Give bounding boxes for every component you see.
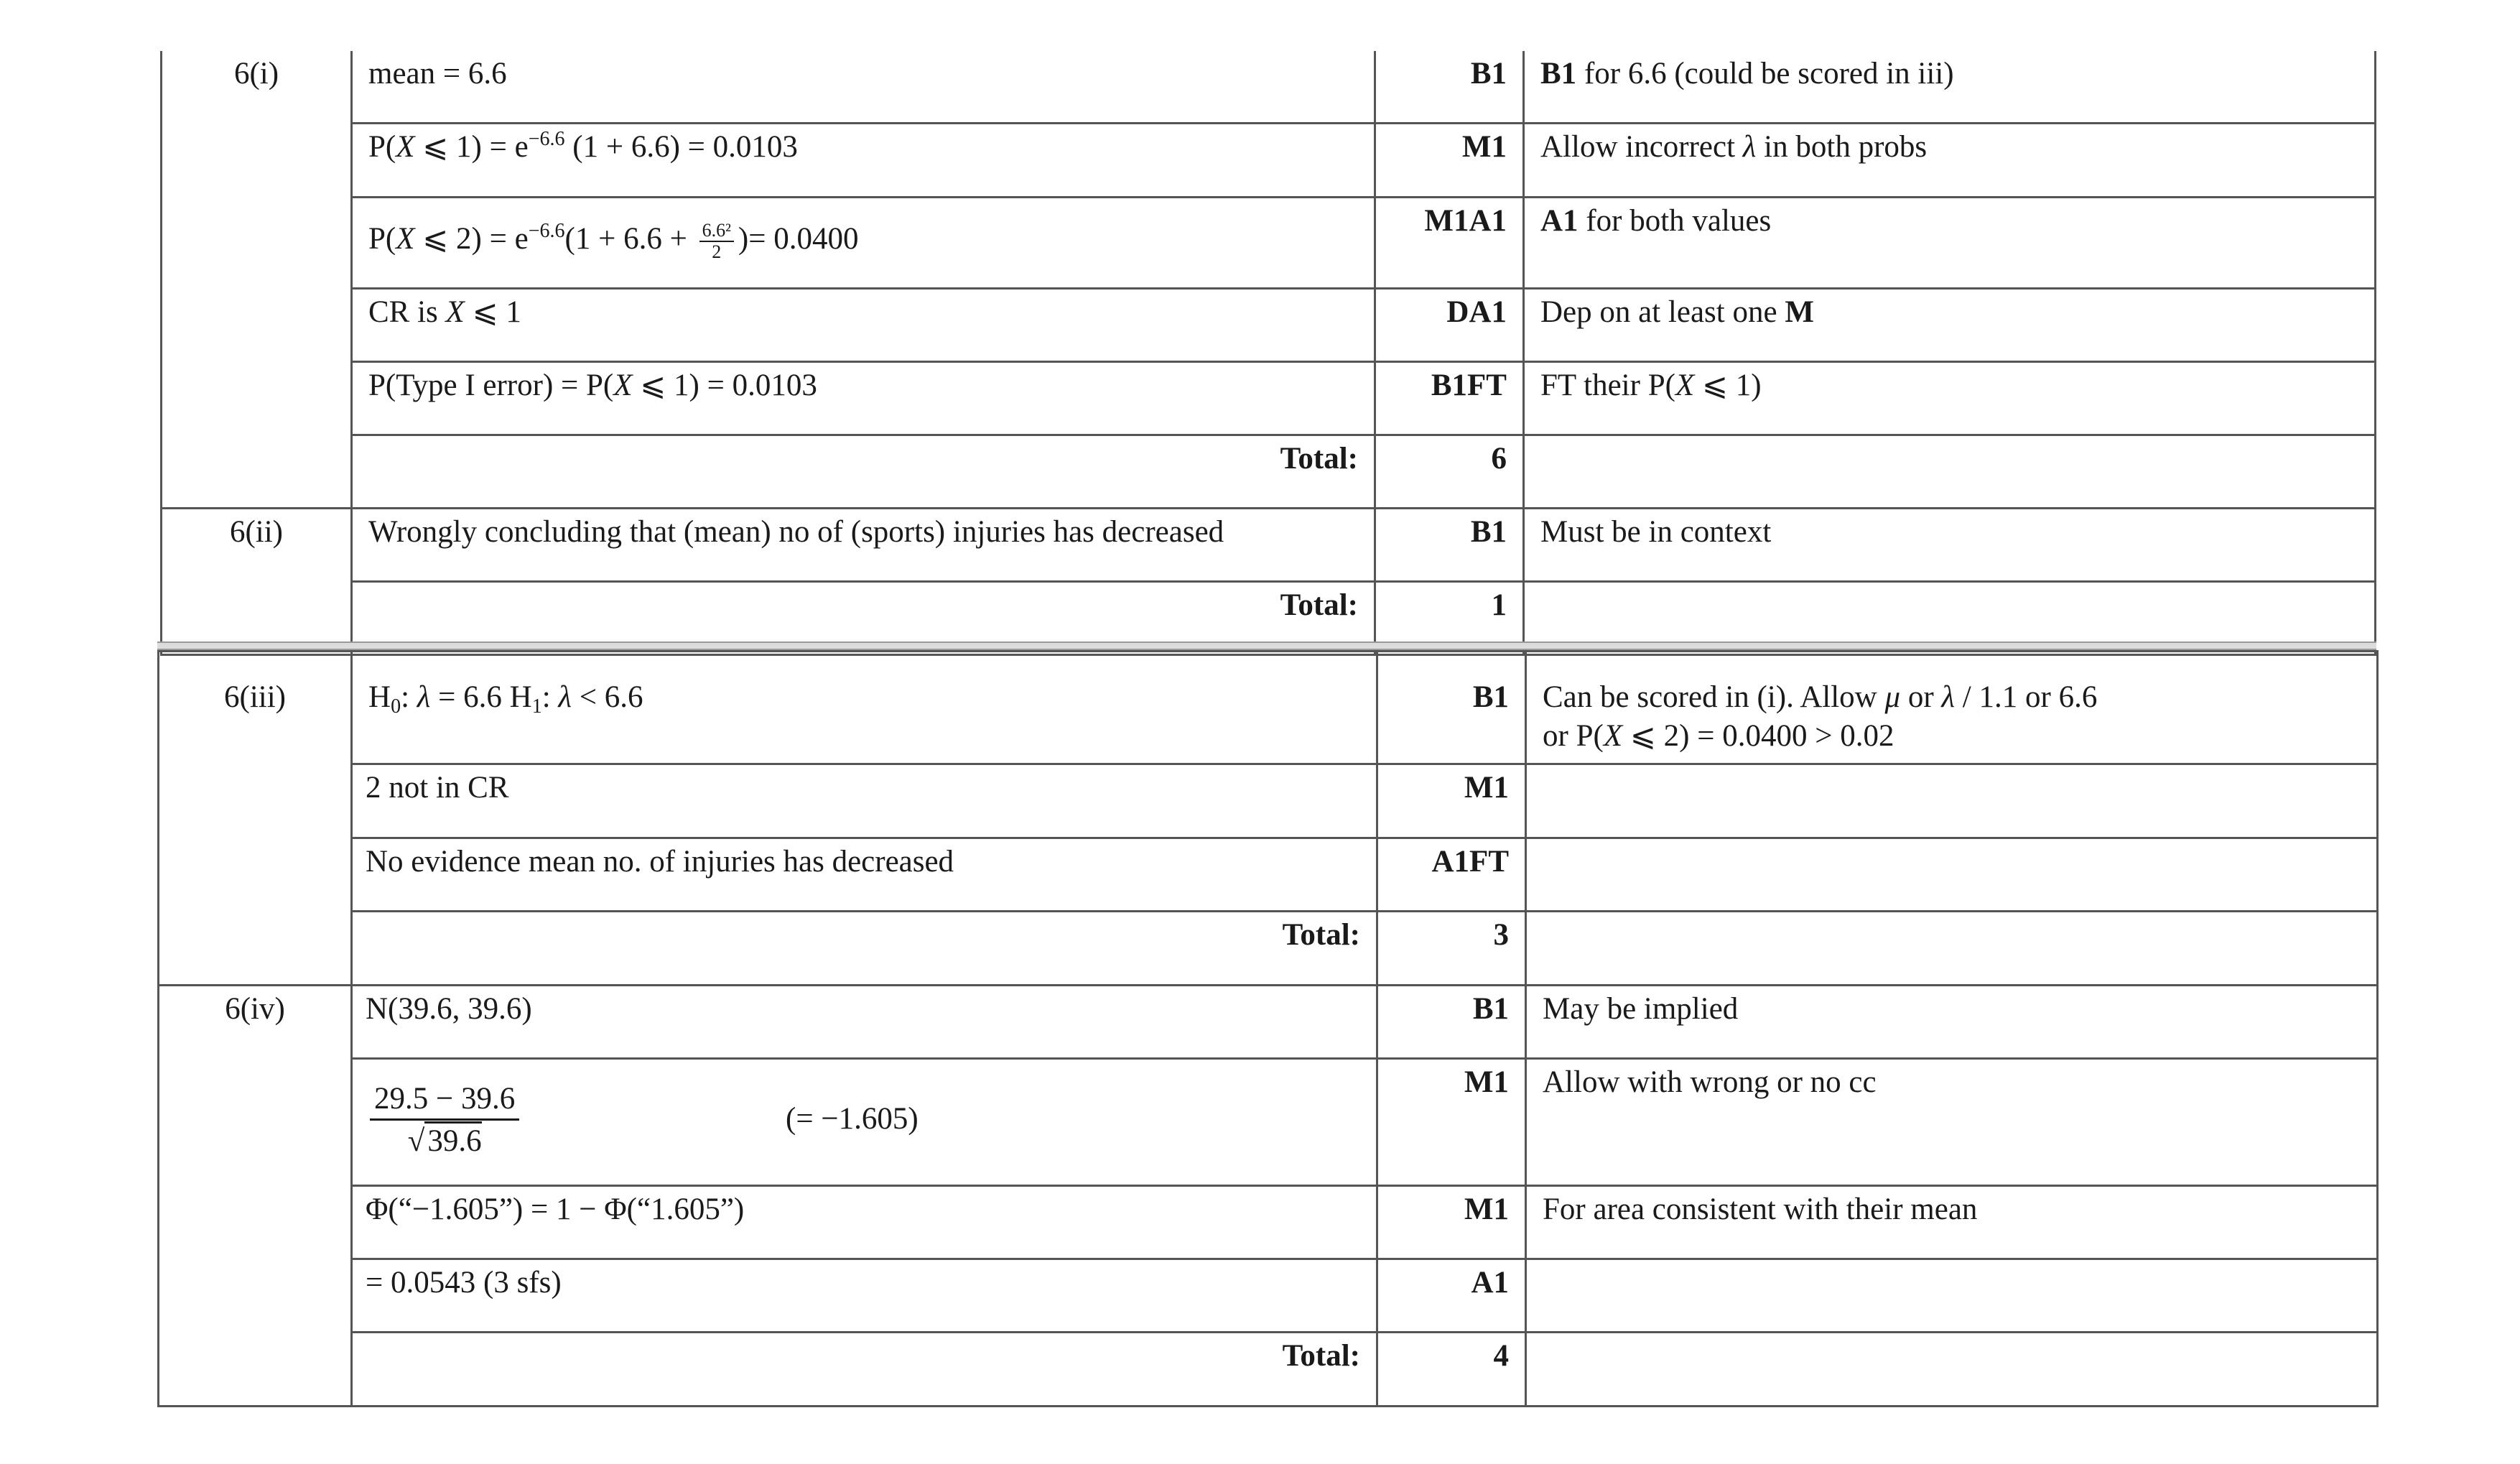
table-row xyxy=(162,123,2376,197)
total-value: 3 xyxy=(1377,912,1526,986)
table-row xyxy=(159,838,2378,912)
mark-cell: B1FT xyxy=(1375,361,1524,435)
guidance-cell xyxy=(1524,435,2376,508)
answer-cell: P(Type I error) = P(X ⩽ 1) = 0.0103 xyxy=(352,361,1375,435)
table-row xyxy=(162,197,2376,288)
table-row xyxy=(159,652,2378,764)
guidance-cell: Allow incorrect λ in both probs xyxy=(1524,123,2376,197)
mark-cell: M1A1 xyxy=(1375,197,1524,288)
guidance-cell: Must be in context xyxy=(1524,508,2376,581)
guidance-cell: Can be scored in (i). Allow μ or λ / 1.1 or 6.6 or P(X ⩽ 2) = 0.0400 > 0.02 xyxy=(1526,652,2378,764)
total-value: 4 xyxy=(1377,1333,1526,1407)
total-label: Total: xyxy=(352,435,1375,508)
answer-cell: Wrongly concluding that (mean) no of (sports) injuries has decreased xyxy=(352,508,1375,581)
mark-cell: M1 xyxy=(1375,123,1524,197)
total-label: Total: xyxy=(352,912,1377,986)
mark-cell: M1 xyxy=(1377,1059,1526,1186)
mark-scheme-table-bottom xyxy=(157,650,2379,1407)
mark-cell: B1 xyxy=(1377,986,1526,1059)
mark-cell: B1 xyxy=(1375,51,1524,123)
table-separator xyxy=(157,641,2376,650)
answer-cell: P(X ⩽ $1) = e^{-6.6}$ (1 + 6.6) = 0.0103 xyxy=(352,123,1375,197)
fraction: $\frac{\text{6.6²}}{2}$ xyxy=(699,221,734,262)
table-row xyxy=(159,1059,2378,1186)
guidance-cell: B1 for 6.6 (could be scored in iii) xyxy=(1524,51,2376,123)
z-score-value: (= −1.605) xyxy=(786,1102,919,1136)
table-row xyxy=(159,1333,2378,1407)
answer-cell xyxy=(352,1059,1377,1186)
mark-scheme-table-top xyxy=(160,51,2376,656)
total-label: Total: xyxy=(352,581,1375,654)
mark-cell: B1 xyxy=(1377,652,1526,764)
table-row xyxy=(159,764,2378,838)
table-row xyxy=(159,1186,2378,1259)
question-label: 6(ii) xyxy=(162,508,352,654)
mark-cell: M1 xyxy=(1377,764,1526,838)
question-label: 6(iii) xyxy=(159,652,352,986)
mark-cell: A1 xyxy=(1377,1259,1526,1333)
answer-cell: Φ(“−1.605”) = 1 − Φ(“1.605”) xyxy=(352,1186,1377,1259)
table-row xyxy=(162,288,2376,361)
answer-cell: 2 not in CR xyxy=(352,764,1377,838)
guidance-cell xyxy=(1526,1333,2378,1407)
table-row xyxy=(159,1259,2378,1333)
total-value: 6 xyxy=(1375,435,1524,508)
answer-cell: = 0.0543 (3 sfs) xyxy=(352,1259,1377,1333)
table-row xyxy=(162,361,2376,435)
table-row xyxy=(159,986,2378,1059)
answer-cell: $H_0$: λ = 6.6 $H_1$: λ < 6.6 xyxy=(352,652,1377,764)
mark-cell: M1 xyxy=(1377,1186,1526,1259)
guidance-cell xyxy=(1526,764,2378,838)
table-row xyxy=(162,435,2376,508)
table-row xyxy=(159,912,2378,986)
guidance-cell: May be implied xyxy=(1526,986,2378,1059)
mark-cell: B1 xyxy=(1375,508,1524,581)
question-label: 6(iv) xyxy=(159,986,352,1407)
question-label: 6(i) xyxy=(162,51,352,508)
guidance-cell xyxy=(1526,1259,2378,1333)
square-root: √39.6 xyxy=(408,1121,482,1162)
guidance-cell: Dep on at least one M xyxy=(1524,288,2376,361)
mark-cell: DA1 xyxy=(1375,288,1524,361)
total-value: 1 xyxy=(1375,581,1524,654)
guidance-cell: A1 for both values xyxy=(1524,197,2376,288)
answer-cell: CR is X ⩽ 1 xyxy=(352,288,1375,361)
table-row xyxy=(162,508,2376,581)
guidance-cell: FT their P(X ⩽ 1) xyxy=(1524,361,2376,435)
guidance-cell: For area consistent with their mean xyxy=(1526,1186,2378,1259)
answer-cell: N(39.6, 39.6) xyxy=(352,986,1377,1059)
guidance-cell xyxy=(1526,912,2378,986)
answer-cell: No evidence mean no. of injuries has decreased xyxy=(352,838,1377,912)
total-label: Total: xyxy=(352,1333,1377,1407)
guidance-cell xyxy=(1526,838,2378,912)
guidance-cell: Allow with wrong or no cc xyxy=(1526,1059,2378,1186)
answer-cell: P(X ⩽ $2) = e^{-6.6}(1 + 6.6$ + $\frac{\text{6.6²}}{2}$ )= 0.0400 xyxy=(352,197,1375,288)
mark-cell: A1FT xyxy=(1377,838,1526,912)
z-score-fraction: $\frac{29.5 - 39.6}{√39.6}$ xyxy=(370,1080,519,1162)
answer-cell: mean = 6.6 xyxy=(352,51,1375,123)
table-row xyxy=(162,51,2376,123)
